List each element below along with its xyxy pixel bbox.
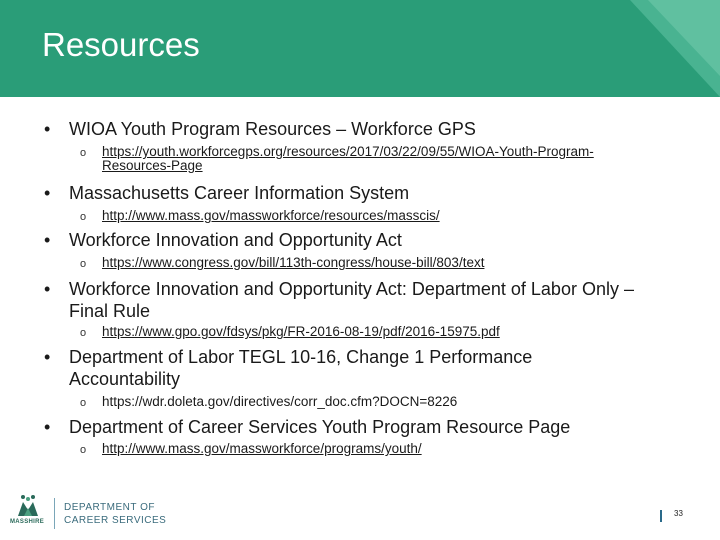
page-number-bar [660,510,662,522]
sub-bullet-marker: o [80,444,87,456]
bullet-marker: • [44,347,51,367]
bullet-marker: • [44,119,51,139]
sub-bullet-marker: o [80,397,87,409]
resource-heading: Workforce Innovation and Opportunity Act: Department of Labor Only – Final Rule [69,279,634,321]
footer-divider [54,498,55,529]
bullet-marker: • [44,230,51,250]
bullet-marker: • [44,279,51,299]
resource-heading: Massachusetts Career Information System [69,183,410,203]
bullet-marker: • [44,183,51,203]
resource-heading: Workforce Innovation and Opportunity Act [69,230,402,250]
resource-link[interactable]: http://www.mass.gov/massworkforce/programs/youth/ [102,441,422,456]
resource-link[interactable]: https://www.congress.gov/bill/113th-congress/house-bill/803/text [102,255,485,270]
corner-decoration [630,0,720,97]
sub-bullet-marker: o [80,258,87,270]
resource-heading: Department of Labor TEGL 10-16, Change 1 Performance Accountability [69,347,533,389]
page-number: 33 [674,509,683,518]
resource-link[interactable]: https://youth.workforcegps.org/resources/2017/03/22/09/55/WIOA-Youth-Program-Resources-Page [102,144,594,173]
department-name-line2: CAREER SERVICES [64,515,167,526]
resource-heading: Department of Career Services Youth Program Resource Page [69,417,571,437]
department-name-line1: DEPARTMENT OF [64,502,155,513]
sub-bullet-marker: o [80,147,87,159]
sub-bullet-marker: o [80,211,87,223]
logo-wordmark: MASSHIRE [10,519,45,525]
slide-header [0,0,720,97]
resource-link[interactable]: http://www.mass.gov/massworkforce/resources/masscis/ [102,208,440,223]
masshire-logo-icon [8,494,48,520]
sub-bullet-marker: o [80,327,87,339]
resource-link[interactable]: https://www.gpo.gov/fdsys/pkg/FR-2016-08-19/pdf/2016-15975.pdf [102,324,500,339]
resource-link[interactable]: https://wdr.doleta.gov/directives/corr_doc.cfm?DOCN=8226 [102,394,458,409]
bullet-marker: • [44,417,51,437]
slide-title: Resources [42,26,200,63]
resource-heading: WIOA Youth Program Resources – Workforce GPS [69,119,476,139]
